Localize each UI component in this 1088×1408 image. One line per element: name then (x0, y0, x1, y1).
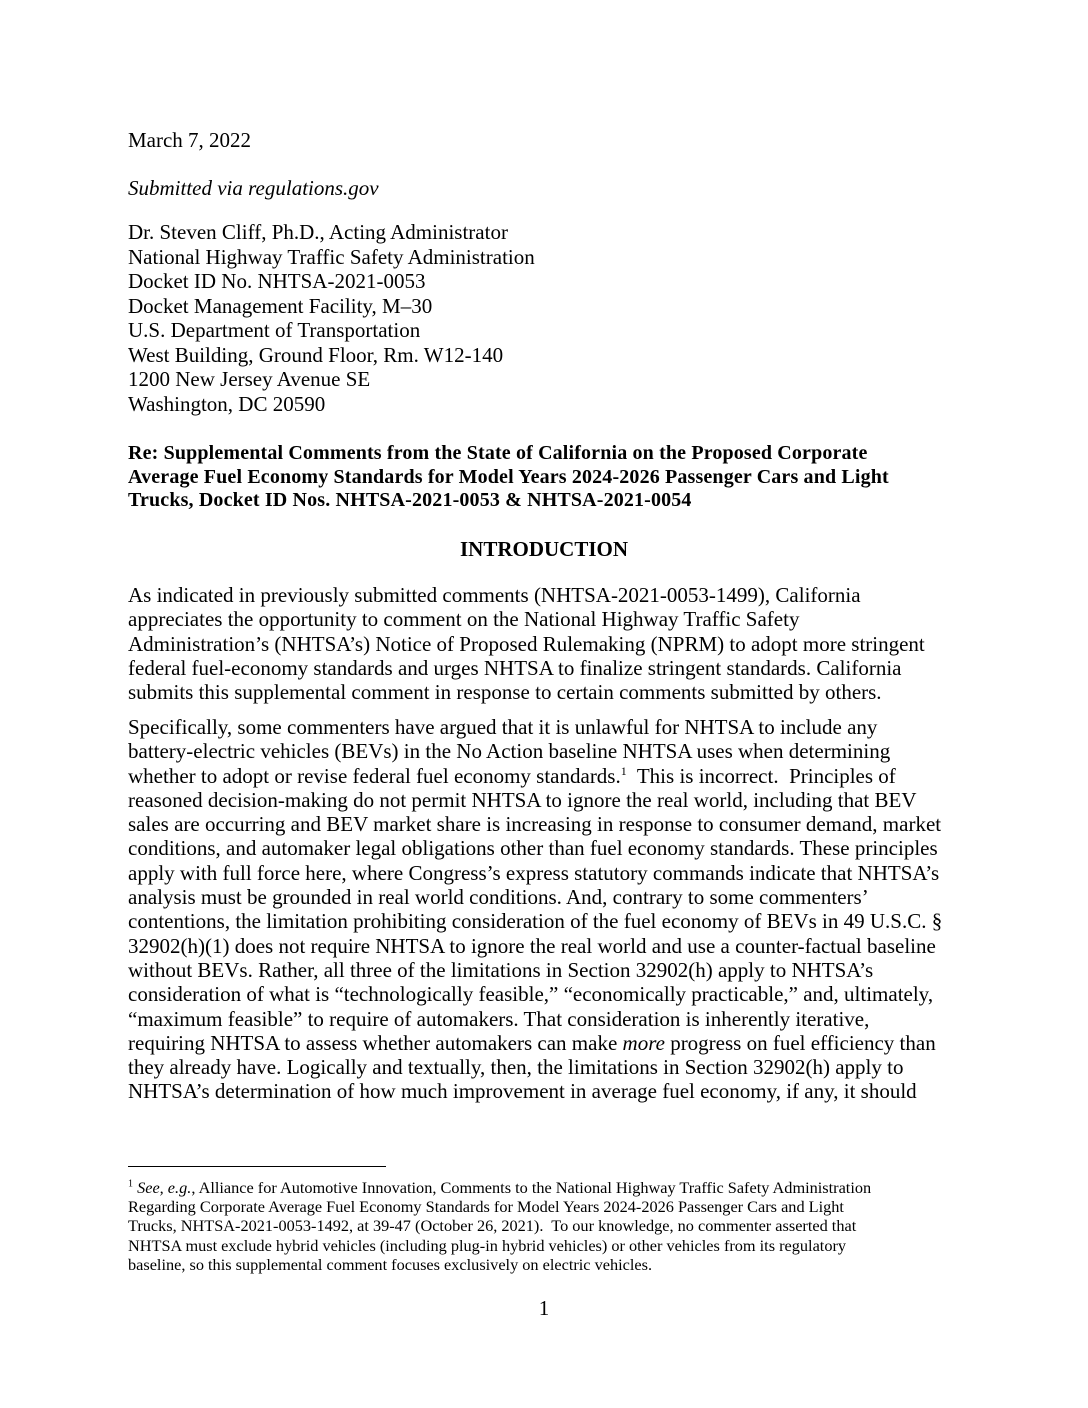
paragraph-line: appreciates the opportunity to comment on the National Highway Traffic Safety (128, 607, 800, 632)
paragraph-line: analysis must be grounded in real world conditions. And, contrary to some commenters’ (128, 885, 869, 910)
subject-line (128, 442, 958, 513)
footnote-line: Trucks, NHTSA-2021-0053-1492, at 39-47 (October 26, 2021). To our knowledge, no commenter asserted that (128, 1216, 857, 1236)
address-line: U.S. Department of Transportation (128, 318, 421, 342)
paragraph-line: NHTSA’s determination of how much improvement in average fuel economy, if any, it should (128, 1079, 917, 1104)
address-line: Washington, DC 20590 (128, 391, 326, 416)
footnote-line (128, 1178, 958, 1197)
paragraph-text: This is incorrect. Principles of (626, 763, 896, 788)
paragraph-line: conditions, and automaker legal obligations other than fuel economy standards. These principles (128, 836, 938, 861)
address-line: National Highway Traffic Safety Administration (128, 244, 535, 269)
footnote-reference[interactable]: 1 (620, 763, 627, 778)
paragraph-introduction (128, 583, 958, 704)
address-line: Docket Management Facility, M–30 (128, 293, 433, 318)
recipient-address (128, 220, 535, 416)
subject-line-text: Average Fuel Economy Standards for Model Years 2024-2026 Passenger Cars and Light (128, 465, 889, 488)
paragraph-line: consideration of what is “technologically feasible,” “economically practicable,” and, ultimately, (128, 982, 934, 1007)
paragraph-line: contentions, the limitation prohibiting consideration of the fuel economy of BEVs in 49 U.S.C. § (128, 909, 943, 934)
paragraph-line: federal fuel-economy standards and urges NHTSA to finalize stringent standards. California (128, 655, 902, 680)
emphasis-text: See, e.g. (137, 1178, 192, 1197)
address-line: Docket ID No. NHTSA-2021-0053 (128, 269, 426, 293)
paragraph-text: whether to adopt or revise federal fuel economy standards. (128, 763, 621, 788)
paragraph-line: 32902(h)(1) does not require NHTSA to ignore the real world and use a counter-factual baseline (128, 933, 936, 958)
emphasis-text: more (622, 1030, 665, 1055)
paragraph-line: apply with full force here, where Congress’s express statutory commands indicate that NHTSA’s (128, 860, 940, 885)
section-heading: INTRODUCTION (459, 537, 629, 561)
page-number: 1 (538, 1296, 550, 1320)
paragraph-line: reasoned decision-making do not permit NHTSA to ignore the real world, including that BEV (128, 787, 917, 812)
subject-line-text: Re: Supplemental Comments from the State of California on the Proposed Corporate (128, 442, 868, 464)
paragraph-line: battery-electric vehicles (BEVs) in the No Action baseline NHTSA uses when determining (128, 739, 891, 764)
letter-date: March 7, 2022 (128, 128, 252, 152)
paragraph-line: As indicated in previously submitted comments (NHTSA-2021-0053-1499), California (128, 583, 861, 607)
paragraph-text: requiring NHTSA to assess whether automakers can make (128, 1030, 623, 1055)
paragraph-line: without BEVs. Rather, all three of the limitations in Section 32902(h) apply to NHTSA’s (128, 957, 874, 982)
submission-method: Submitted via regulations.gov (128, 176, 379, 200)
footnote (128, 1178, 958, 1274)
paragraph-text: progress on fuel efficiency than (664, 1030, 936, 1055)
paragraph-line: Specifically, some commenters have argued that it is unlawful for NHTSA to include any (128, 715, 878, 739)
paragraph-line: Administration’s (NHTSA’s) Notice of Proposed Rulemaking (NPRM) to adopt more stringent (128, 631, 925, 656)
address-line: Dr. Steven Cliff, Ph.D., Acting Administrator (128, 220, 508, 244)
paragraph-line: submits this supplemental comment in response to certain comments submitted by others. (128, 680, 882, 705)
paragraph-line (128, 1031, 958, 1055)
footnote-text: , Alliance for Automotive Innovation, Comments to the National Highway Traffic Safety Administration (191, 1178, 872, 1197)
footnote-line: NHTSA must exclude hybrid vehicles (including plug-in hybrid vehicles) or other vehicles from its regulatory (128, 1235, 847, 1255)
address-line: 1200 New Jersey Avenue SE (128, 367, 371, 391)
footnote-mark: 1 (128, 1178, 133, 1190)
subject-line-text: Trucks, Docket ID Nos. NHTSA-2021-0053 & NHTSA-2021-0054 (128, 489, 692, 511)
paragraph-line: they already have. Logically and textually, then, the limitations in Section 32902(h) apply to (128, 1055, 904, 1080)
footnote-line: Regarding Corporate Average Fuel Economy Standards for Model Years 2024-2026 Passenger Cars and Light (128, 1197, 844, 1217)
paragraph-line: “maximum feasible” to require of automakers. That consideration is inherently iterative, (128, 1006, 870, 1031)
footnote-line: baseline, so this supplemental comment focuses exclusively on electric vehicles. (128, 1254, 653, 1274)
footnote-divider (128, 1166, 386, 1167)
paragraph-line: sales are occurring and BEV market share is increasing in response to consumer demand, market (128, 812, 942, 837)
paragraph-line (128, 764, 958, 788)
address-line: West Building, Ground Floor, Rm. W12-140 (128, 342, 504, 367)
paragraph-specifically (128, 715, 958, 1104)
